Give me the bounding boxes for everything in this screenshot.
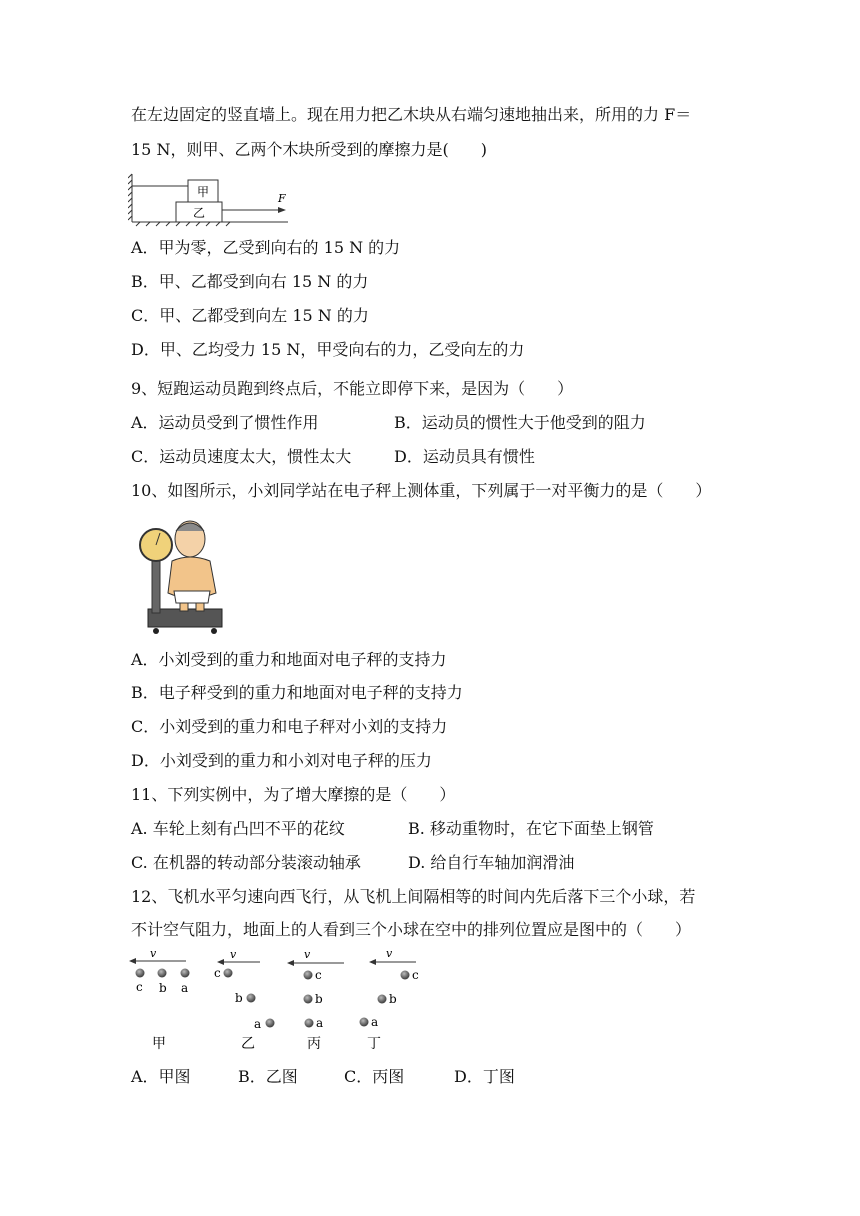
q9-option-a: A．运动员受到了惯性作用 xyxy=(131,413,319,432)
q8-option-c: C．甲、乙都受到向左 15 N 的力 xyxy=(131,306,369,325)
q8-blocks-figure xyxy=(128,170,298,228)
svg-text:b: b xyxy=(235,991,243,1005)
q12-option-d: D．丁图 xyxy=(454,1067,515,1086)
q11-option-d: D. 给自行车轴加润滑油 xyxy=(408,853,575,872)
panel-ding xyxy=(360,948,420,1052)
svg-text:a: a xyxy=(254,1017,262,1031)
q12-option-a: A．甲图 xyxy=(131,1067,191,1086)
q12-option-b: B．乙图 xyxy=(238,1067,298,1086)
q8-stem-line-1: 在左边固定的竖直墙上。现在用力把乙木块从右端匀速地抽出来，所用的力 F＝ xyxy=(131,105,692,124)
q10-option-d: D．小刘受到的重力和小刘对电子秤的压力 xyxy=(131,751,432,770)
svg-text:v: v xyxy=(230,948,237,961)
svg-text:甲: 甲 xyxy=(152,1036,166,1052)
svg-text:乙: 乙 xyxy=(241,1036,255,1052)
q10-scale-figure xyxy=(130,513,230,635)
q11-option-b: B. 移动重物时，在它下面垫上钢管 xyxy=(408,819,654,838)
q8-option-d: D．甲、乙均受力 15 N，甲受向右的力，乙受向左的力 xyxy=(131,340,525,359)
q9-option-b: B．运动员的惯性大于他受到的阻力 xyxy=(394,413,646,432)
q12-balls-figure xyxy=(124,948,434,1056)
q8-option-b: B．甲、乙都受到向右 15 N 的力 xyxy=(131,272,369,291)
scale-post xyxy=(152,557,160,613)
svg-text:b: b xyxy=(389,992,397,1006)
force-label: F xyxy=(278,192,286,205)
svg-text:a: a xyxy=(371,1015,379,1029)
panel-yi xyxy=(214,948,275,1052)
svg-text:v: v xyxy=(386,948,393,960)
q12-option-c: C．丙图 xyxy=(344,1067,405,1086)
svg-text:丙: 丙 xyxy=(307,1036,321,1052)
person-shorts xyxy=(174,591,210,603)
svg-text:v: v xyxy=(150,948,157,960)
block-top-label: 甲 xyxy=(196,185,210,199)
q12-stem-line-2: 不计空气阻力，地面上的人看到三个小球在空中的排列位置应是图中的（ ） xyxy=(131,920,692,939)
panel-jia xyxy=(129,948,190,1052)
q11-stem: 11、下列实例中，为了增大摩擦的是（ ） xyxy=(131,785,456,804)
svg-text:丁: 丁 xyxy=(367,1036,381,1052)
svg-text:c: c xyxy=(136,980,143,994)
svg-text:c: c xyxy=(315,968,322,982)
svg-text:c: c xyxy=(214,966,221,980)
svg-text:a: a xyxy=(316,1016,324,1030)
svg-text:c: c xyxy=(412,968,419,982)
svg-text:v: v xyxy=(304,948,311,961)
svg-text:b: b xyxy=(159,981,167,995)
q9-option-c: C．运动员速度太大，惯性太大 xyxy=(131,447,352,466)
panel-bing xyxy=(287,948,344,1052)
q10-option-c: C．小刘受到的重力和电子秤对小刘的支持力 xyxy=(131,717,448,736)
q10-option-b: B．电子秤受到的重力和地面对电子秤的支持力 xyxy=(131,683,463,702)
block-bottom-label: 乙 xyxy=(192,206,206,220)
q11-option-c: C. 在机器的转动部分装滚动轴承 xyxy=(131,853,361,872)
q10-stem: 10、如图所示，小刘同学站在电子秤上测体重，下列属于一对平衡力的是（ ） xyxy=(131,481,712,500)
q12-stem-line-1: 12、飞机水平匀速向西飞行，从飞机上间隔相等的时间内先后落下三个小球，若 xyxy=(131,887,696,906)
q9-stem: 9、短跑运动员跑到终点后，不能立即停下来，是因为（ ） xyxy=(131,379,574,398)
svg-text:b: b xyxy=(315,992,323,1006)
svg-text:a: a xyxy=(181,981,189,995)
q11-option-a: A. 车轮上刻有凸凹不平的花纹 xyxy=(131,819,345,838)
q10-option-a: A．小刘受到的重力和地面对电子秤的支持力 xyxy=(131,650,447,669)
q9-option-d: D．运动员具有惯性 xyxy=(394,447,535,466)
q8-option-a: A．甲为零，乙受到向右的 15 N 的力 xyxy=(131,238,401,257)
q8-stem-line-2: 15 N，则甲、乙两个木块所受到的摩擦力是( ) xyxy=(131,140,487,159)
